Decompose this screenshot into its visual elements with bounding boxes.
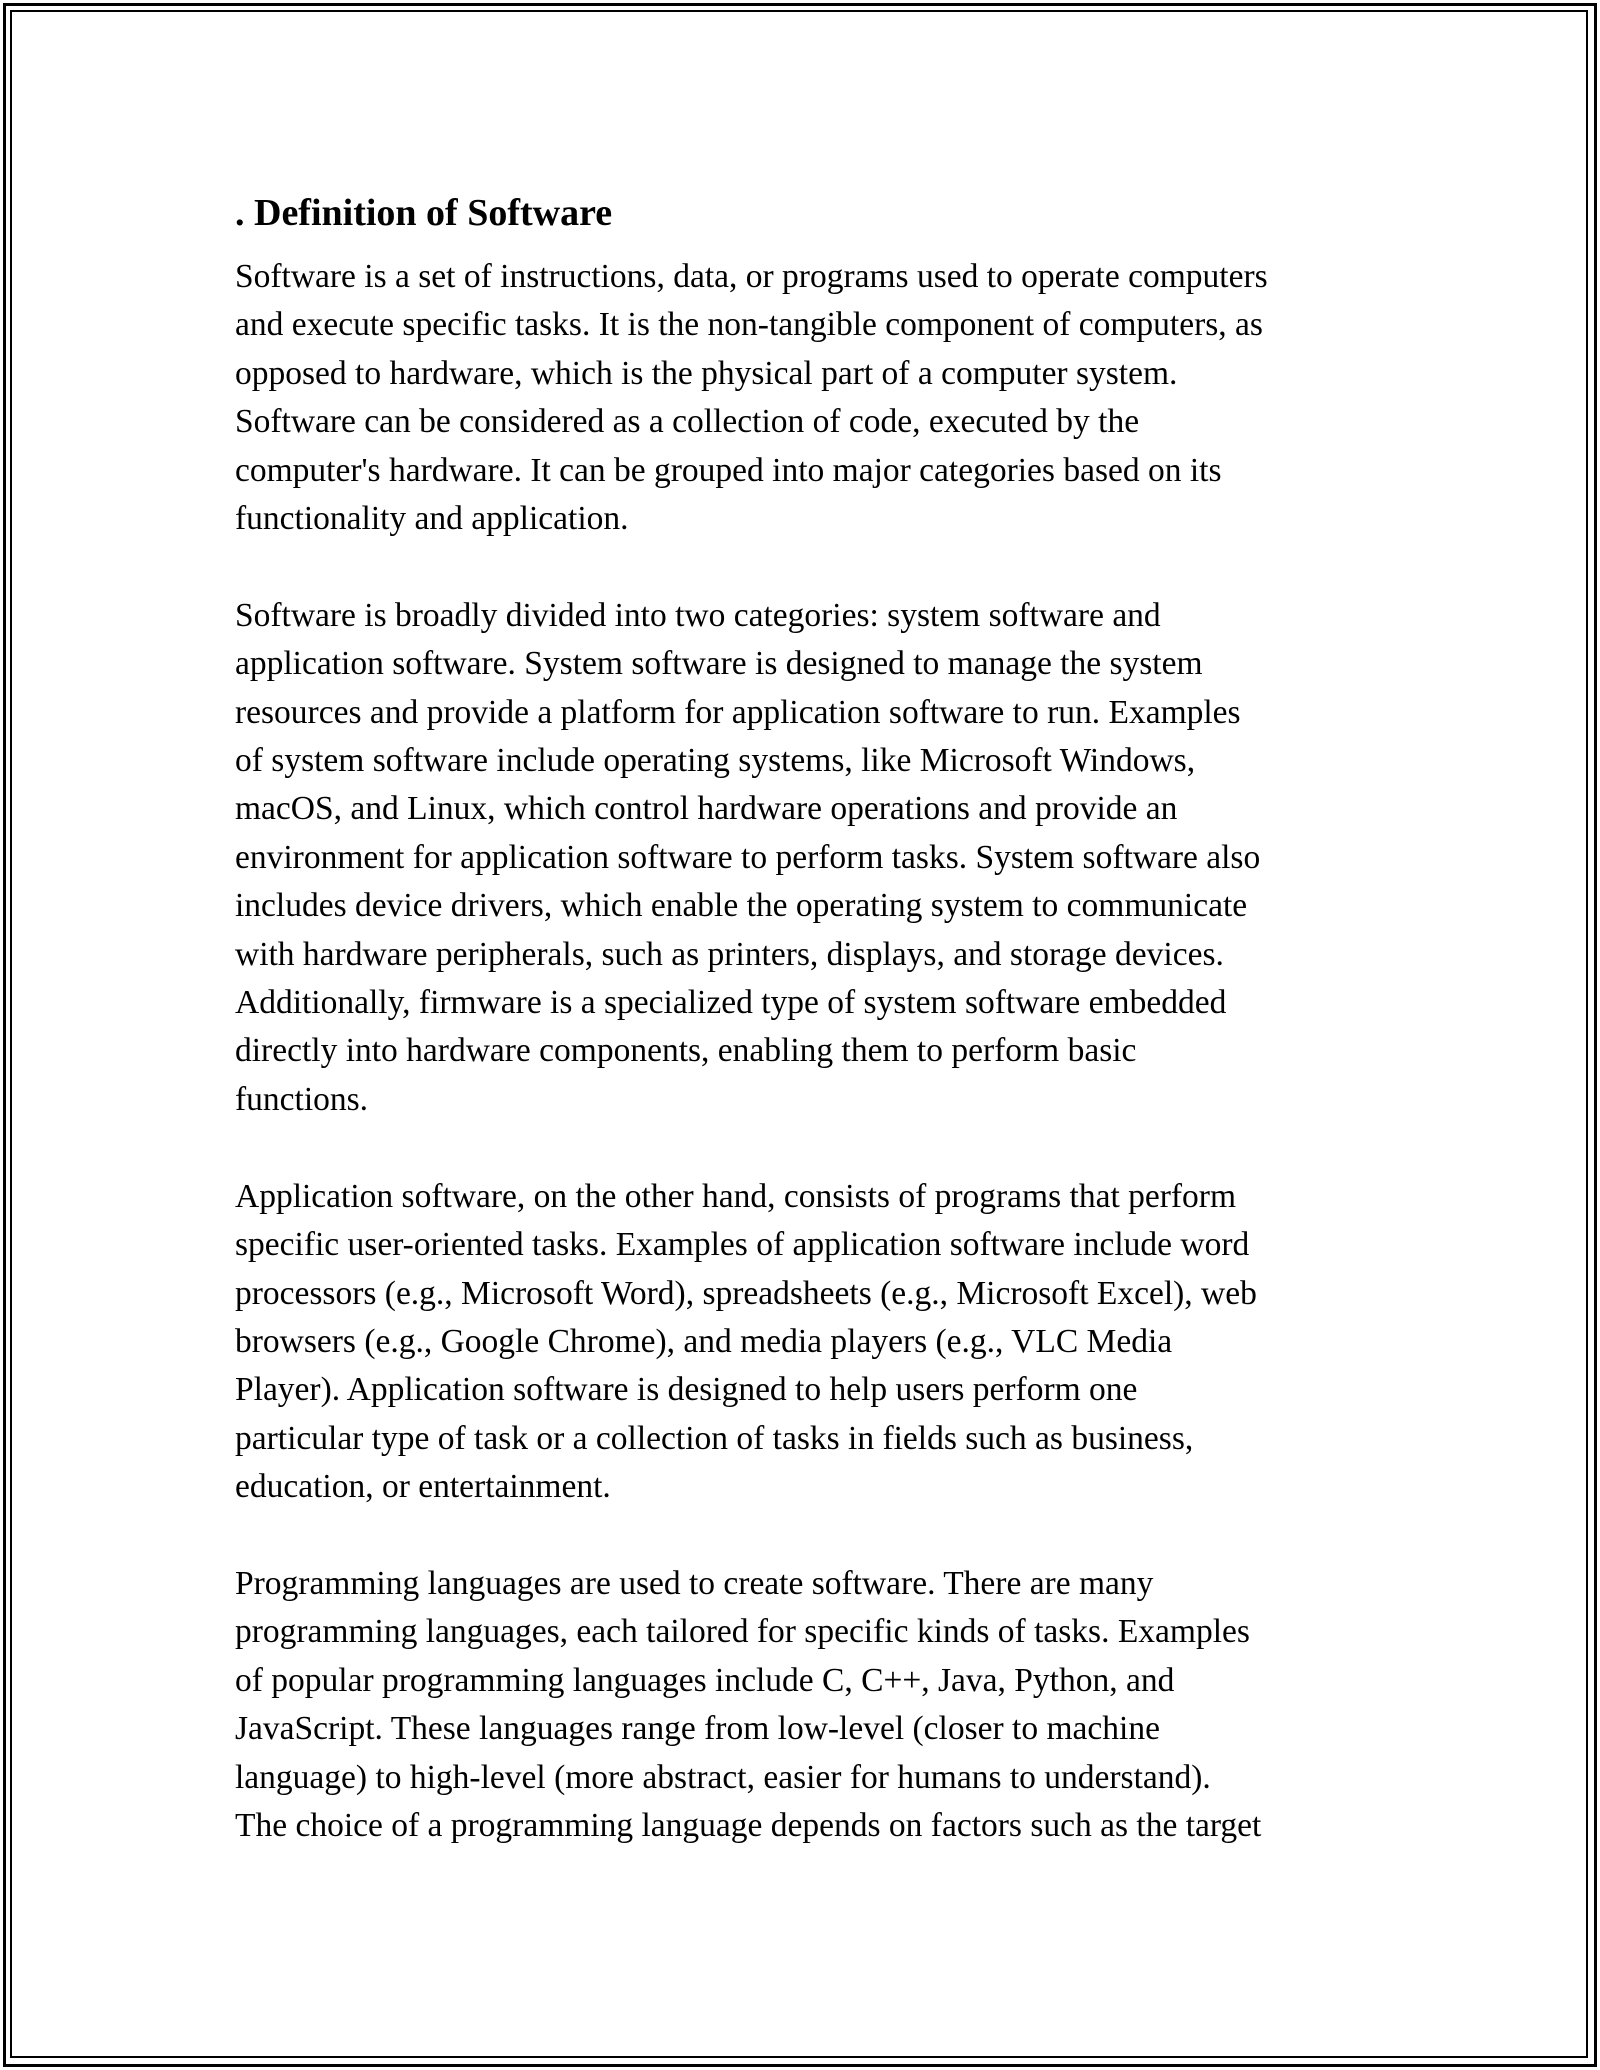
- paragraph-application-software: Application software, on the other hand, consists of programs that perform specific user-oriented tasks. Examples of application software include word processors (e.g., Microsoft Word), spreadsheets (e.g., Microsoft Excel), web browsers (e.g., Google Chrome), and media players (e.g., VLC Media Player). Application software is designed to help users perform one particular type of task or a collection of tasks in fields such as business, education, or entertainment.: [235, 1177, 1257, 1506]
- paragraph-programming-languages: Programming languages are used to create software. There are many programming languages, each tailored for specific kinds of tasks. Examples of popular programming languages include C, C++, Java, Python, and JavaScript. These languages range from low-level (closer to machine language) to high-level (more abstract, easier for humans to understand). The choice of a programming language depends on factors such as the target: [235, 1564, 1262, 1844]
- paragraph-definition: Software is a set of instructions, data, or programs used to operate computers and execute specific tasks. It is the non-tangible component of computers, as opposed to hardware, which is the physical part of a computer system. Software can be considered as a collection of code, executed by the computer's hardware. It can be grouped into major categories based on its functionality and application.: [235, 258, 1268, 538]
- section-heading: . Definition of Software: [235, 192, 613, 234]
- document-body: [235, 183, 1385, 1899]
- paragraph-system-software: Software is broadly divided into two categories: system software and application software. System software is designed to manage the system resources and provide a platform for application software to run. Examples of system software include operating systems, like Microsoft Windows, macOS, and Linux, which control hardware operations and provide an environment for application software to perform tasks. System software also includes device drivers, which enable the operating system to communicate with hardware peripherals, such as printers, displays, and storage devices. Additionally, firmware is a specialized type of system software embedded directly into hardware components, enabling them to perform basic functions.: [235, 596, 1261, 1118]
